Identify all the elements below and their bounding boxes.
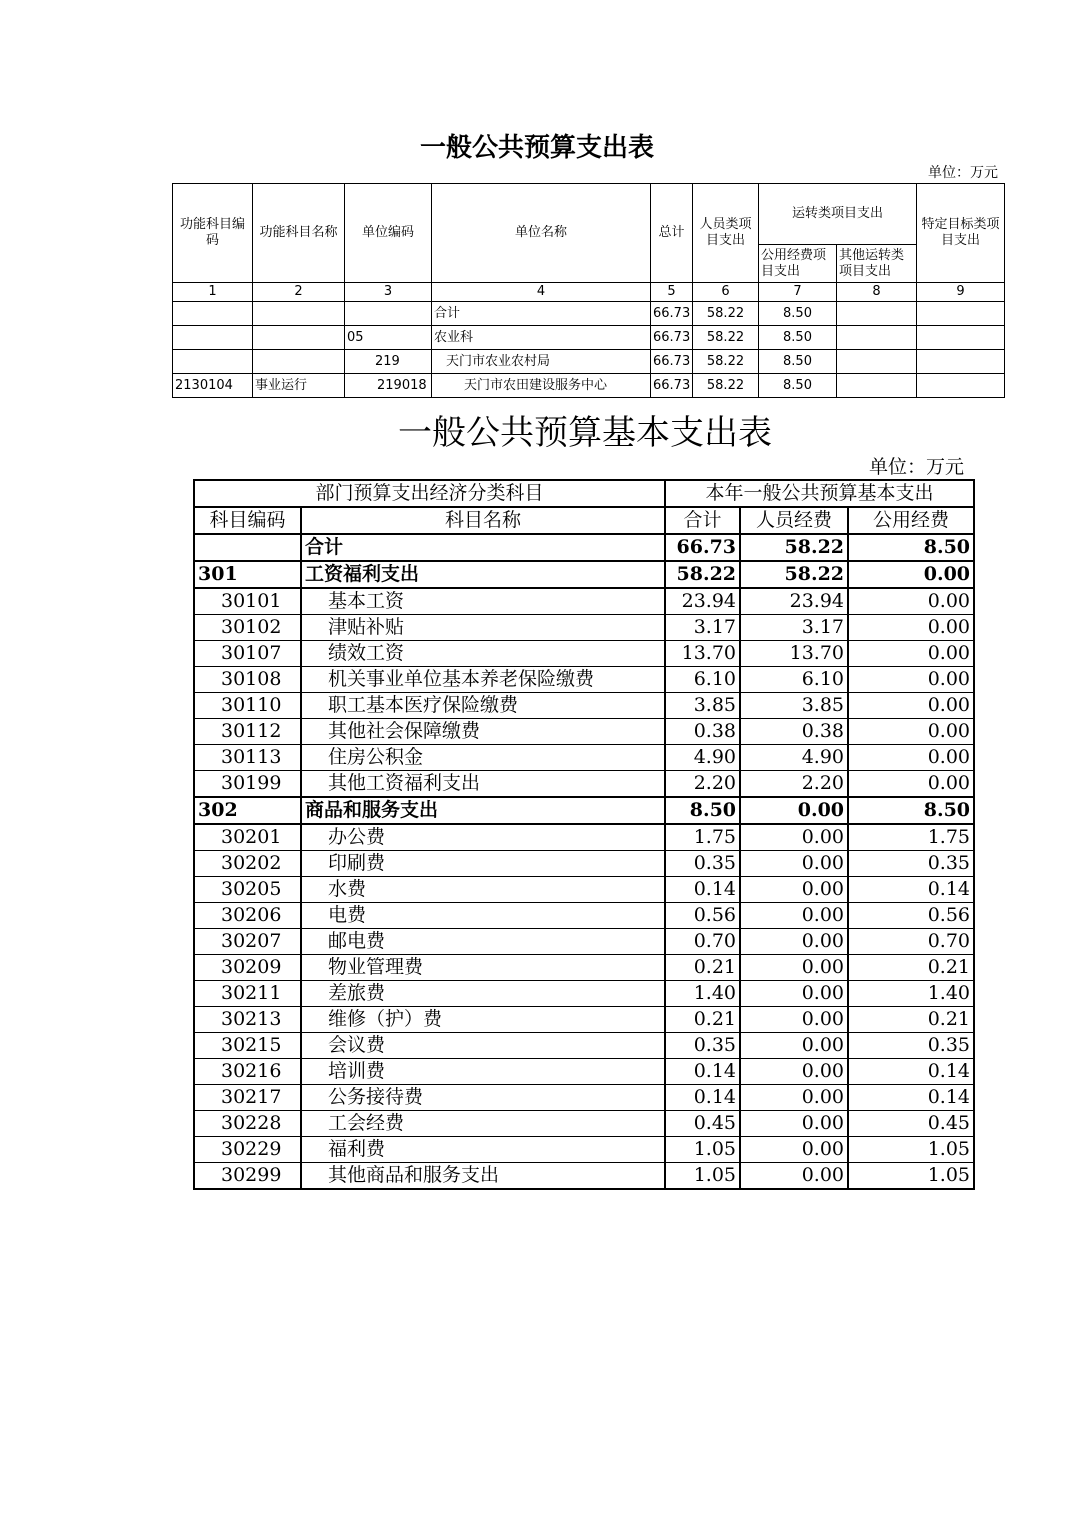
col-number: 9 xyxy=(917,283,1005,302)
name-cell: 工会经费 xyxy=(301,1111,665,1137)
page-title-general-budget-expenditure: 一般公共预算支出表 xyxy=(419,133,654,163)
col-number: 4 xyxy=(432,283,651,302)
total-cell: 0.70 xyxy=(665,929,740,955)
total-cell: 0.14 xyxy=(665,877,740,903)
other-cell xyxy=(837,350,917,374)
total-cell: 3.85 xyxy=(665,693,740,719)
personnel-cell: 0.00 xyxy=(740,929,848,955)
name-cell: 电费 xyxy=(301,903,665,929)
code-cell: 30107 xyxy=(194,641,301,667)
code-cell: 30207 xyxy=(194,929,301,955)
total-cell: 4.90 xyxy=(665,745,740,771)
header-special: 特定目标类项目支出 xyxy=(917,184,1005,283)
unit-code-cell: 05 xyxy=(345,326,432,350)
public-cell: 0.14 xyxy=(848,1059,974,1085)
name-cell: 商品和服务支出 xyxy=(301,797,665,824)
total-cell: 3.17 xyxy=(665,615,740,641)
public-cell: 0.00 xyxy=(848,745,974,771)
unit-code-cell: 219018 xyxy=(345,374,432,398)
table-row xyxy=(173,326,1005,350)
public-cell: 0.21 xyxy=(848,1007,974,1033)
code-cell: 30112 xyxy=(194,719,301,745)
total-cell: 66.73 xyxy=(665,534,740,561)
header-group-economic-classification: 部门预算支出经济分类科目 xyxy=(194,480,665,507)
header-unit-name: 单位名称 xyxy=(432,184,651,283)
public-cell: 0.00 xyxy=(848,641,974,667)
public-cell: 0.21 xyxy=(848,955,974,981)
personnel-cell: 0.00 xyxy=(740,1085,848,1111)
func-code-cell xyxy=(173,350,253,374)
code-cell: 30229 xyxy=(194,1137,301,1163)
table-row xyxy=(194,981,974,1007)
code-cell: 30113 xyxy=(194,745,301,771)
unit-code-cell: 219 xyxy=(345,350,432,374)
code-cell: 30209 xyxy=(194,955,301,981)
header-public-funds: 公用经费项目支出 xyxy=(759,245,837,283)
name-cell: 办公费 xyxy=(301,824,665,851)
total-cell: 0.14 xyxy=(665,1085,740,1111)
col-number: 6 xyxy=(693,283,759,302)
special-cell xyxy=(917,302,1005,326)
header-operating: 运转类项目支出 xyxy=(759,184,917,245)
personnel-cell: 58.22 xyxy=(740,534,848,561)
table-row xyxy=(194,1085,974,1111)
unit-name-cell: 天门市农田建设服务中心 xyxy=(432,374,651,398)
personnel-cell: 6.10 xyxy=(740,667,848,693)
public-cell: 8.50 xyxy=(759,350,837,374)
personnel-cell: 0.00 xyxy=(740,824,848,851)
name-cell: 工资福利支出 xyxy=(301,561,665,588)
unit-label-table1: 单位：万元 xyxy=(928,165,998,181)
name-cell: 差旅费 xyxy=(301,981,665,1007)
public-cell: 0.00 xyxy=(848,693,974,719)
public-cell: 0.00 xyxy=(848,588,974,615)
name-cell: 合计 xyxy=(301,534,665,561)
code-cell: 30101 xyxy=(194,588,301,615)
name-cell: 住房公积金 xyxy=(301,745,665,771)
header-total: 合计 xyxy=(665,507,740,534)
public-cell: 0.14 xyxy=(848,877,974,903)
public-cell: 8.50 xyxy=(848,797,974,824)
personnel-cell: 3.85 xyxy=(740,693,848,719)
special-cell xyxy=(917,374,1005,398)
public-cell: 8.50 xyxy=(759,374,837,398)
table-row xyxy=(194,1059,974,1085)
public-cell: 0.00 xyxy=(848,771,974,798)
table-row xyxy=(194,877,974,903)
code-cell: 30206 xyxy=(194,903,301,929)
name-cell: 物业管理费 xyxy=(301,955,665,981)
unit-name-cell: 天门市农业农村局 xyxy=(432,350,651,374)
name-cell: 公务接待费 xyxy=(301,1085,665,1111)
public-cell: 0.00 xyxy=(848,561,974,588)
total-cell: 1.75 xyxy=(665,824,740,851)
func-name-cell xyxy=(253,326,345,350)
other-cell xyxy=(837,374,917,398)
header-personnel: 人员类项目支出 xyxy=(693,184,759,283)
col-number: 1 xyxy=(173,283,253,302)
total-cell: 1.05 xyxy=(665,1137,740,1163)
personnel-cell: 58.22 xyxy=(693,350,759,374)
public-cell: 0.56 xyxy=(848,903,974,929)
header-unit-code: 单位编码 xyxy=(345,184,432,283)
code-cell: 30110 xyxy=(194,693,301,719)
public-cell: 0.00 xyxy=(848,667,974,693)
col-number: 5 xyxy=(651,283,693,302)
code-cell: 30108 xyxy=(194,667,301,693)
special-cell xyxy=(917,350,1005,374)
func-name-cell xyxy=(253,302,345,326)
public-cell: 0.00 xyxy=(848,615,974,641)
personnel-cell: 0.38 xyxy=(740,719,848,745)
personnel-cell: 2.20 xyxy=(740,771,848,798)
code-cell: 30205 xyxy=(194,877,301,903)
total-cell: 6.10 xyxy=(665,667,740,693)
table-row xyxy=(194,534,974,561)
table-row xyxy=(194,561,974,588)
name-cell: 基本工资 xyxy=(301,588,665,615)
code-cell: 30299 xyxy=(194,1163,301,1190)
total-cell: 0.14 xyxy=(665,1059,740,1085)
code-cell xyxy=(194,534,301,561)
name-cell: 机关事业单位基本养老保险缴费 xyxy=(301,667,665,693)
table-row xyxy=(173,374,1005,398)
code-cell: 30201 xyxy=(194,824,301,851)
public-cell: 8.50 xyxy=(848,534,974,561)
code-cell: 301 xyxy=(194,561,301,588)
name-cell: 职工基本医疗保险缴费 xyxy=(301,693,665,719)
public-cell: 1.05 xyxy=(848,1163,974,1190)
personnel-cell: 0.00 xyxy=(740,797,848,824)
personnel-cell: 0.00 xyxy=(740,1007,848,1033)
personnel-cell: 13.70 xyxy=(740,641,848,667)
name-cell: 其他工资福利支出 xyxy=(301,771,665,798)
public-cell: 1.40 xyxy=(848,981,974,1007)
public-cell: 1.75 xyxy=(848,824,974,851)
header-name: 科目名称 xyxy=(301,507,665,534)
public-cell: 0.35 xyxy=(848,1033,974,1059)
func-code-cell xyxy=(173,326,253,350)
header-func-name: 功能科目名称 xyxy=(253,184,345,283)
header-public: 公用经费 xyxy=(848,507,974,534)
total-cell: 1.05 xyxy=(665,1163,740,1190)
code-cell: 30216 xyxy=(194,1059,301,1085)
general-budget-expenditure-table xyxy=(172,183,1005,398)
personnel-cell: 4.90 xyxy=(740,745,848,771)
name-cell: 培训费 xyxy=(301,1059,665,1085)
public-cell: 0.35 xyxy=(848,851,974,877)
func-name-cell: 事业运行 xyxy=(253,374,345,398)
total-cell: 58.22 xyxy=(665,561,740,588)
unit-name-cell: 合计 xyxy=(432,302,651,326)
total-cell: 2.20 xyxy=(665,771,740,798)
func-name-cell xyxy=(253,350,345,374)
total-cell: 0.38 xyxy=(665,719,740,745)
personnel-cell: 0.00 xyxy=(740,903,848,929)
name-cell: 绩效工资 xyxy=(301,641,665,667)
total-cell: 0.21 xyxy=(665,955,740,981)
personnel-cell: 0.00 xyxy=(740,1059,848,1085)
table-row xyxy=(173,302,1005,326)
page-title-general-budget-basic-expenditure: 一般公共预算基本支出表 xyxy=(398,413,772,453)
personnel-cell: 0.00 xyxy=(740,955,848,981)
public-cell: 0.14 xyxy=(848,1085,974,1111)
special-cell xyxy=(917,326,1005,350)
total-cell: 0.35 xyxy=(665,1033,740,1059)
personnel-cell: 3.17 xyxy=(740,615,848,641)
table-row xyxy=(194,771,974,798)
name-cell: 津贴补贴 xyxy=(301,615,665,641)
code-cell: 30202 xyxy=(194,851,301,877)
total-cell: 66.73 xyxy=(651,302,693,326)
name-cell: 其他社会保障缴费 xyxy=(301,719,665,745)
func-code-cell: 2130104 xyxy=(173,374,253,398)
total-cell: 0.45 xyxy=(665,1111,740,1137)
table-row xyxy=(173,350,1005,374)
general-budget-basic-expenditure-table xyxy=(193,479,975,1190)
personnel-cell: 0.00 xyxy=(740,1163,848,1190)
personnel-cell: 58.22 xyxy=(693,374,759,398)
table-row xyxy=(194,641,974,667)
personnel-cell: 0.00 xyxy=(740,981,848,1007)
public-cell: 0.70 xyxy=(848,929,974,955)
table-row xyxy=(194,1033,974,1059)
code-cell: 30211 xyxy=(194,981,301,1007)
col-number: 7 xyxy=(759,283,837,302)
total-cell: 66.73 xyxy=(651,374,693,398)
personnel-cell: 0.00 xyxy=(740,1033,848,1059)
total-cell: 66.73 xyxy=(651,350,693,374)
col-number: 3 xyxy=(345,283,432,302)
header-total: 总计 xyxy=(651,184,693,283)
unit-name-cell: 农业科 xyxy=(432,326,651,350)
table-row xyxy=(194,1111,974,1137)
col-number: 8 xyxy=(837,283,917,302)
personnel-cell: 0.00 xyxy=(740,851,848,877)
header-personnel: 人员经费 xyxy=(740,507,848,534)
total-cell: 8.50 xyxy=(665,797,740,824)
name-cell: 水费 xyxy=(301,877,665,903)
table-row xyxy=(194,797,974,824)
other-cell xyxy=(837,326,917,350)
public-cell: 1.05 xyxy=(848,1137,974,1163)
public-cell: 8.50 xyxy=(759,302,837,326)
personnel-cell: 58.22 xyxy=(740,561,848,588)
code-cell: 30199 xyxy=(194,771,301,798)
table-row xyxy=(194,929,974,955)
unit-code-cell xyxy=(345,302,432,326)
name-cell: 印刷费 xyxy=(301,851,665,877)
personnel-cell: 0.00 xyxy=(740,877,848,903)
personnel-cell: 0.00 xyxy=(740,1137,848,1163)
total-cell: 0.21 xyxy=(665,1007,740,1033)
table-row xyxy=(194,693,974,719)
table-row xyxy=(194,615,974,641)
table-row xyxy=(194,1137,974,1163)
total-cell: 13.70 xyxy=(665,641,740,667)
table-row xyxy=(194,824,974,851)
code-cell: 30217 xyxy=(194,1085,301,1111)
code-cell: 302 xyxy=(194,797,301,824)
total-cell: 66.73 xyxy=(651,326,693,350)
name-cell: 其他商品和服务支出 xyxy=(301,1163,665,1190)
code-cell: 30213 xyxy=(194,1007,301,1033)
name-cell: 会议费 xyxy=(301,1033,665,1059)
code-cell: 30228 xyxy=(194,1111,301,1137)
header-group-basic-expenditure: 本年一般公共预算基本支出 xyxy=(665,480,974,507)
code-cell: 30102 xyxy=(194,615,301,641)
header-other-operating: 其他运转类项目支出 xyxy=(837,245,917,283)
header-func-code: 功能科目编码 xyxy=(173,184,253,283)
unit-label-table2: 单位：万元 xyxy=(868,456,964,478)
table-row xyxy=(194,851,974,877)
public-cell: 8.50 xyxy=(759,326,837,350)
public-cell: 0.45 xyxy=(848,1111,974,1137)
total-cell: 1.40 xyxy=(665,981,740,1007)
personnel-cell: 0.00 xyxy=(740,1111,848,1137)
personnel-cell: 58.22 xyxy=(693,302,759,326)
col-number: 2 xyxy=(253,283,345,302)
table-row xyxy=(194,1163,974,1190)
other-cell xyxy=(837,302,917,326)
table-row xyxy=(194,1007,974,1033)
table-row xyxy=(194,745,974,771)
table-row xyxy=(194,955,974,981)
header-code: 科目编码 xyxy=(194,507,301,534)
table-row xyxy=(194,719,974,745)
public-cell: 0.00 xyxy=(848,719,974,745)
table-row xyxy=(194,903,974,929)
total-cell: 0.35 xyxy=(665,851,740,877)
name-cell: 维修（护）费 xyxy=(301,1007,665,1033)
table-row xyxy=(194,588,974,615)
table-row xyxy=(194,667,974,693)
total-cell: 23.94 xyxy=(665,588,740,615)
personnel-cell: 23.94 xyxy=(740,588,848,615)
total-cell: 0.56 xyxy=(665,903,740,929)
name-cell: 邮电费 xyxy=(301,929,665,955)
personnel-cell: 58.22 xyxy=(693,326,759,350)
name-cell: 福利费 xyxy=(301,1137,665,1163)
code-cell: 30215 xyxy=(194,1033,301,1059)
func-code-cell xyxy=(173,302,253,326)
